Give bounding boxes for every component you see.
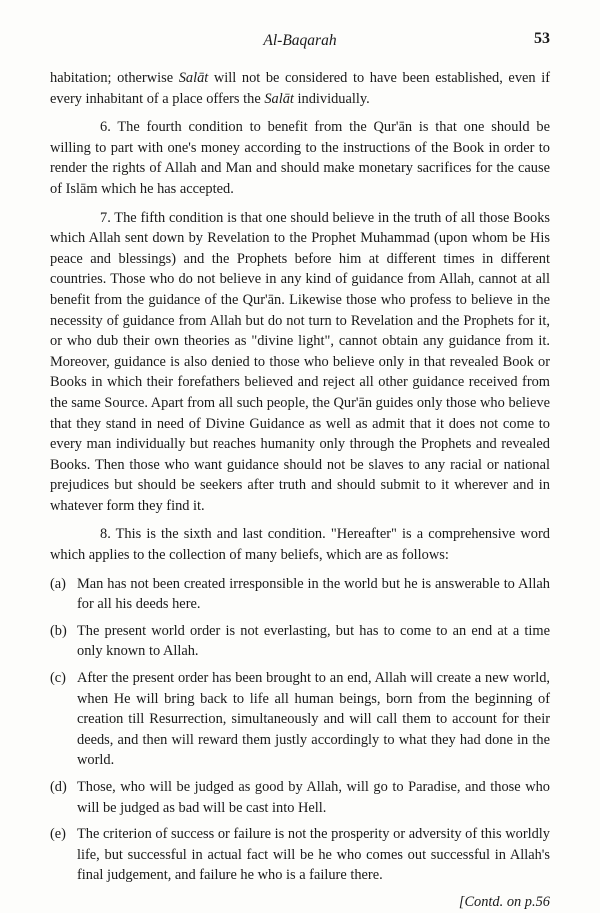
intro-text-c: individually.: [293, 90, 370, 107]
list-item-text: The criterion of success or failure is not the prosperity or adversity of this worldly life, but successful in actual fact will be he who comes out successful in Allah's final judgement, and failure he who is a failure there.: [77, 826, 550, 884]
list-item-text: Man has not been created irresponsible in the world but he is answerable to Allah for all his deeds here.: [77, 575, 550, 613]
paragraph-intro: [50, 68, 550, 109]
continuation-note: [Contd. on p.56: [458, 893, 550, 910]
list-item: [50, 824, 550, 886]
list-marker: (e): [50, 826, 66, 843]
paragraph-6: 6. The fourth condition to benefit from the Qur'ān is that one should be willing to part with one's money according to the instructions of the Book in order to render the rights of Allah and Man and should make monetary sacrifices for the cause of Islām which he has accepted.: [50, 119, 550, 197]
page-header: [0, 30, 600, 54]
list-marker: (c): [50, 670, 66, 687]
list-item-text: The present world order is not everlasting, but has to come to an end at a time only known to Allah.: [77, 622, 550, 660]
paragraph-7: 7. The fifth condition is that one should believe in the truth of all those Books which Allah sent down by Revelation to the Prophet Muhammad (upon whom be His peace and blessings) and the Prophets before him at different times in different countries. Those who do not believe in any kind of guidance from Allah, cannot at all benefit from the guidance of the Qur'ān. Likewise those who profess to believe in the necessity of guidance from Allah but do not turn to Revelation and the Prophets for it, or who dub their own theories as "divine light", cannot obtain any guidance from it. Moreover, guidance is also denied to those who believe only in that revealed Book or Books in which their forefathers believed and reject all other guidance received from the same Source. Apart from all such people, the Qur'ān guides only those who believe that they stand in need of Divine Guidance as well as admit that it does not come to every man individually but reaches humanity only through the Prophets and revealed Books. Then those who want guidance should not be slaves to any racial or national prejudices but should be seekers after truth and should submit to it wherever and in whatever form they find it.: [50, 209, 550, 514]
intro-salat-2: Salāt: [264, 90, 294, 107]
list-marker: (d): [50, 779, 67, 795]
beliefs-list: [50, 574, 550, 886]
page-number: 53: [534, 30, 550, 47]
paragraph-8: 8. This is the sixth and last condition. "Hereafter" is a comprehensive word which applies to the collection of many beliefs, which are as follows:: [50, 526, 550, 564]
list-item: [50, 621, 550, 662]
body-text: [50, 68, 550, 913]
list-item-text: Those, who will be judged as good by Allah, will go to Paradise, and those who will be judged as bad will be cast into Hell.: [77, 779, 550, 816]
list-item: [50, 574, 550, 615]
intro-text-a: habitation; otherwise: [50, 70, 179, 86]
list-marker: (a): [50, 575, 66, 592]
list-item-text: After the present order has been brought to an end, Allah will create a new world, when He will bring back to life all human beings, born from the beginning of creation till Resurrection, simultaneously and will call them to account for their deeds, and then will reward them justly accordingly to what they had done in the world.: [77, 670, 550, 769]
list-item: [50, 777, 550, 818]
intro-text-b: will not be considered to have been established, even if every inhabitant of a place offers the: [50, 70, 550, 107]
list-item: [50, 668, 550, 771]
intro-salat-1: Salāt: [178, 70, 209, 86]
list-marker: (b): [50, 622, 67, 639]
running-title: Al-Baqarah: [263, 32, 337, 49]
